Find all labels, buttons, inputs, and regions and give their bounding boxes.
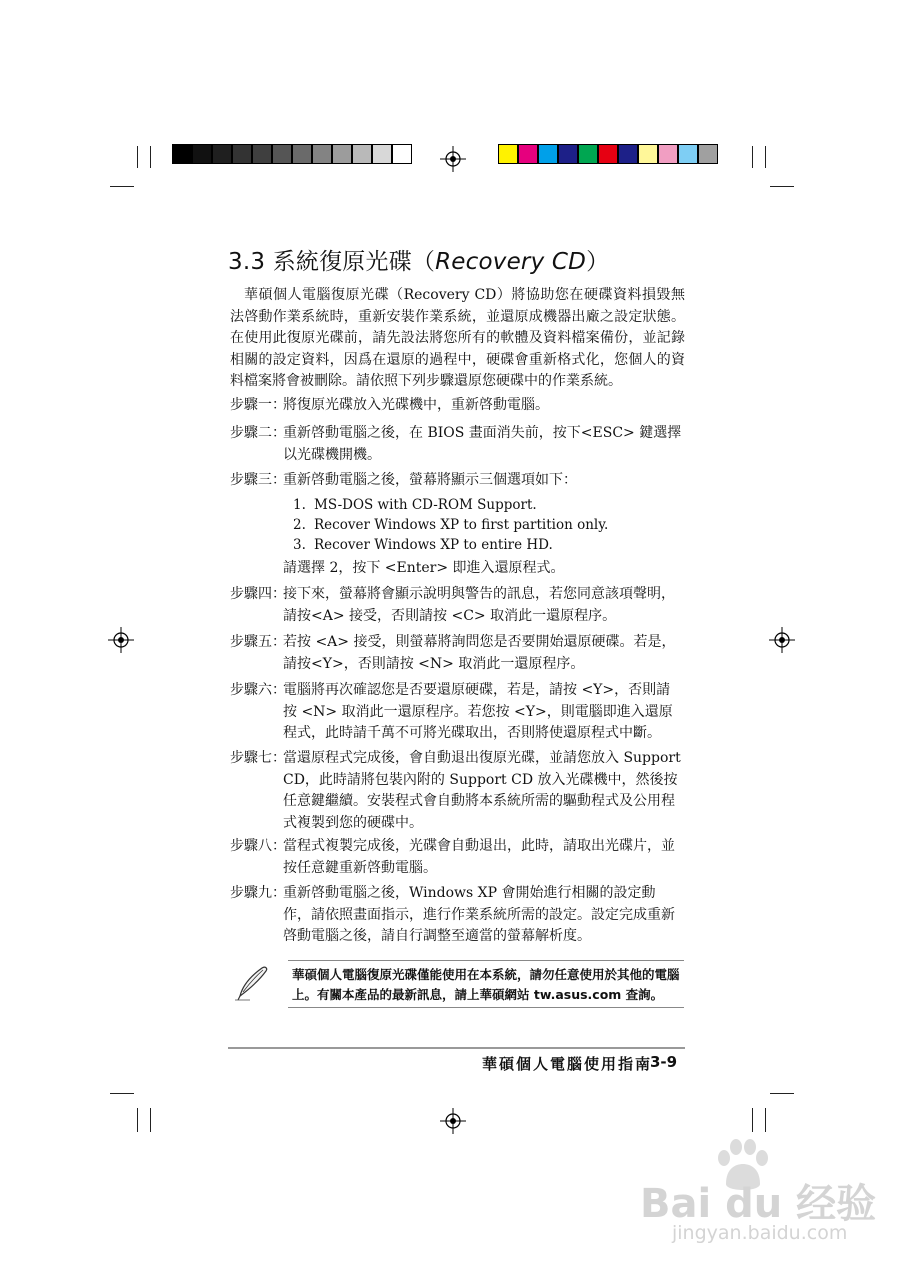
step-text: 重新啓動電腦之後，螢幕將顯示三個選項如下： (283, 472, 577, 488)
step-item (230, 470, 682, 492)
step-text: 電腦將再次確認您是否要還原硬碟，若是，請按 <Y>，否則請按 <N> 取消此一還原程序。若您按 <Y>，則電腦即進入還原程式，此時請千萬不可將光碟取出，否則將使還原程式中斷。 (283, 682, 673, 742)
section-title: 3.3 系統復原光碟（Recovery CD） (228, 249, 610, 275)
color-swatch (658, 144, 678, 164)
color-swatch (232, 144, 252, 164)
color-swatch (172, 144, 192, 164)
step-item (230, 748, 682, 834)
option-number: 1. (293, 497, 306, 513)
color-swatch (312, 144, 332, 164)
step-item (230, 836, 682, 879)
step-text: 若按 <A> 接受，則螢幕將詢問您是否要開始還原硬碟。若是，請按<Y>，否則請按 <N> 取消此一還原程序。 (283, 634, 676, 672)
crop-mark (110, 186, 134, 187)
color-swatch (332, 144, 352, 164)
option-text: Recover Windows XP to first partition only. (314, 517, 609, 533)
crop-mark (137, 1108, 138, 1132)
note-bottom-rule (288, 1007, 684, 1008)
step-text: 重新啓動電腦之後，在 BIOS 畫面消失前，按下<ESC> 鍵選擇以光碟機開機。 (283, 425, 682, 463)
color-swatch (252, 144, 272, 164)
color-swatch (618, 144, 638, 164)
step-label: 步驟七： (230, 750, 286, 766)
crop-mark (752, 1108, 753, 1132)
color-swatch (292, 144, 312, 164)
registration-mark-icon (440, 146, 466, 172)
color-calibration-bar (498, 144, 718, 164)
watermark-url: jingyan.baidu.com (672, 1222, 848, 1244)
step-text: 將復原光碟放入光碟機中，重新啓動電腦。 (283, 397, 549, 413)
step-item (230, 423, 682, 466)
option-text: Recover Windows XP to entire HD. (314, 537, 553, 553)
color-swatch (372, 144, 392, 164)
color-swatch (498, 144, 518, 164)
step-label: 步驟三： (230, 472, 286, 488)
option-item (293, 535, 553, 555)
crop-mark (765, 146, 766, 168)
note-top-rule (288, 960, 684, 961)
crop-mark (150, 1108, 151, 1132)
step-item (230, 395, 682, 417)
crop-mark (150, 146, 151, 168)
section-title-en: Recovery CD (435, 249, 587, 275)
watermark-brand: Bai du 经验 (640, 1181, 877, 1227)
step-text: 重新啓動電腦之後，Windows XP 會開始進行相關的設定動作，請依照畫面指示，進行作業系統所需的設定。設定完成重新啓動電腦之後，請自行調整至適當的螢幕解析度。 (283, 885, 675, 945)
color-swatch (352, 144, 372, 164)
step-text: 接下來，螢幕將會顯示說明與警告的訊息，若您同意該項聲明，請按<A> 接受，否則請按 <C> 取消此一還原程序。 (283, 586, 675, 624)
section-number: 3.3 (228, 249, 266, 275)
step-label: 步驟一： (230, 397, 286, 413)
color-swatch (698, 144, 718, 164)
step-label: 步驟四： (230, 586, 286, 602)
step-item (230, 584, 682, 627)
crop-mark (752, 146, 753, 168)
color-swatch (272, 144, 292, 164)
color-swatch (678, 144, 698, 164)
color-swatch (538, 144, 558, 164)
color-swatch (192, 144, 212, 164)
page-number: 3-9 (650, 1053, 678, 1071)
crop-mark (137, 146, 138, 168)
option-text: MS-DOS with CD-ROM Support. (314, 497, 537, 513)
gray-calibration-bar (172, 144, 412, 164)
color-swatch (518, 144, 538, 164)
note-text: 華碩個人電腦復原光碟僅能使用在本系統，請勿任意使用於其他的電腦上。有關本產品的最新訊息，請上華碩網站 tw.asus.com 查詢。 (292, 967, 680, 1002)
step-text: 當還原程式完成後，會自動退出復原光碟，並請您放入 Support CD，此時請將包裝內附的 Support CD 放入光碟機中，然後按任意鍵繼續。安裝程式會自動將本系統所需的驅動程式及公用程式複製到您的硬碟中。 (283, 750, 681, 831)
color-swatch (212, 144, 232, 164)
color-swatch (598, 144, 618, 164)
color-swatch (392, 144, 412, 164)
crop-mark (765, 1108, 766, 1132)
section-title-zh: 系統復原光碟 (272, 249, 412, 275)
footer-title: 華碩個人電腦使用指南 (482, 1055, 653, 1073)
step-label: 步驟六： (230, 682, 286, 698)
step-label: 步驟五： (230, 634, 286, 650)
registration-mark-icon (440, 1108, 466, 1134)
step-item (230, 680, 682, 745)
select-hint: 請選擇 2，按下 <Enter> 即進入還原程式。 (283, 560, 565, 576)
step-label: 步驟八： (230, 838, 286, 854)
option-number: 3. (293, 537, 306, 553)
registration-mark-icon (108, 627, 134, 653)
step-label: 步驟二： (230, 425, 286, 441)
crop-mark (110, 1093, 134, 1094)
registration-mark-icon (769, 627, 795, 653)
color-swatch (638, 144, 658, 164)
option-item (293, 515, 608, 535)
color-swatch (558, 144, 578, 164)
step-text: 當程式複製完成後，光碟會自動退出，此時，請取出光碟片，並按任意鍵重新啓動電腦。 (283, 838, 675, 876)
option-item (293, 495, 537, 515)
step-item (230, 883, 682, 948)
pen-note-icon (232, 962, 272, 1002)
step-label: 步驟九： (230, 885, 286, 901)
step-item (230, 632, 682, 675)
option-number: 2. (293, 517, 306, 533)
intro-paragraph: 華碩個人電腦復原光碟（Recovery CD）將協助您在硬碟資料損毀無法啓動作業系統時，重新安裝作業系統，並還原成機器出廠之設定狀態。在使用此復原光碟前，請先設法將您所有的軟體及資料檔案備份，並記錄相關的設定資料，因爲在還原的過程中，硬碟會重新格式化，您個人的資料檔案將會被刪除。請依照下列步驟還原您硬碟中的作業系統。 (230, 287, 685, 390)
color-swatch (578, 144, 598, 164)
footer-rule (228, 1047, 685, 1049)
crop-mark (770, 1093, 794, 1094)
crop-mark (770, 186, 794, 187)
